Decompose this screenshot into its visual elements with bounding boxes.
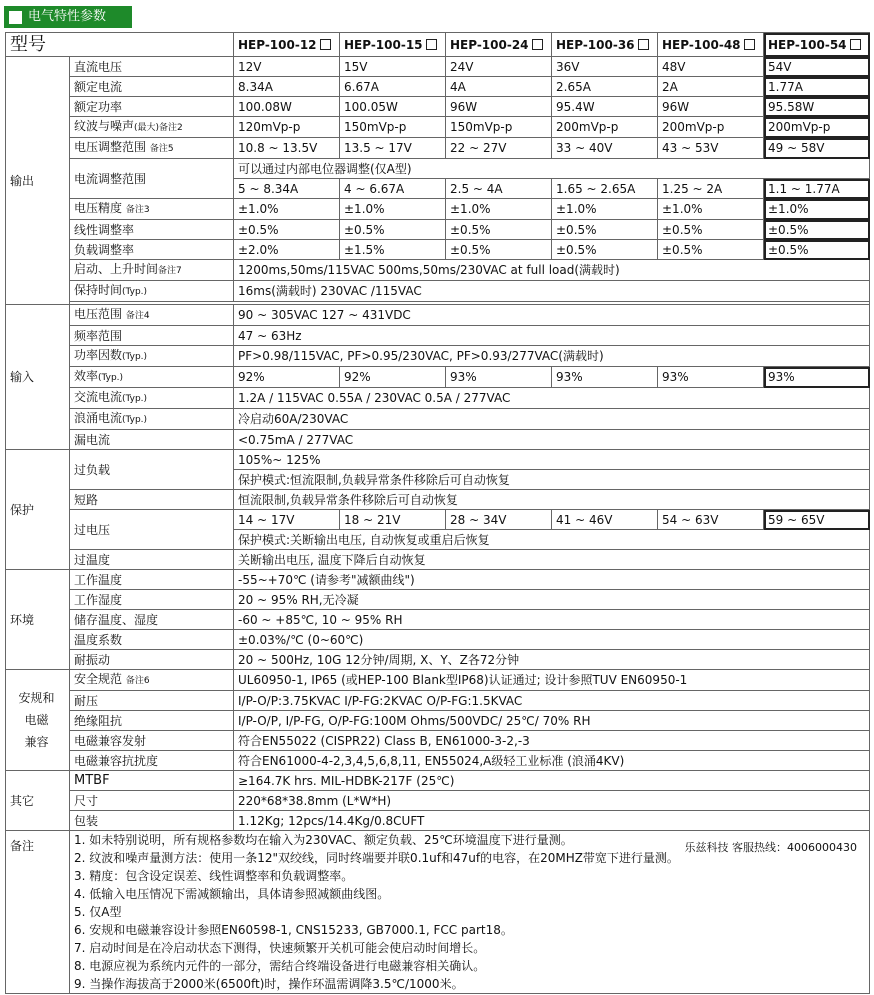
- label: 储存温度、湿度: [70, 610, 234, 630]
- row-inrush: [6, 409, 870, 430]
- label: 功率因数(Typ.): [70, 346, 234, 367]
- label: 过负载: [70, 450, 234, 490]
- cell: 100.08W: [234, 97, 340, 117]
- cell: 20 ~ 95% RH,无冷凝: [234, 590, 870, 610]
- row-power-factor: [6, 346, 870, 367]
- cell: ±1.0%: [764, 199, 870, 220]
- label: 短路: [70, 490, 234, 510]
- cell: 93%: [552, 367, 658, 388]
- cell: 2.5 ~ 4A: [446, 179, 552, 199]
- section-title: 电气特性参数: [28, 9, 107, 24]
- label: 过电压: [70, 510, 234, 550]
- row-voltage-tol: [6, 199, 870, 220]
- note-line: 3. 精度：包含设定误差、线性调整率和负载调整率。: [74, 869, 354, 883]
- cell: ±1.0%: [446, 199, 552, 220]
- cell: 24V: [446, 57, 552, 77]
- label: 额定电流: [70, 77, 234, 97]
- label: 效率(Typ.): [70, 367, 234, 388]
- row-mtbf: [6, 771, 870, 791]
- cell: ±2.0%: [234, 240, 340, 260]
- cell: 可以通过内部电位器调整(仅A型): [234, 159, 870, 179]
- cell: 16ms(满载时) 230VAC /115VAC: [234, 281, 870, 302]
- cell: ±0.5%: [552, 220, 658, 240]
- cell: 1.65 ~ 2.65A: [552, 179, 658, 199]
- cell: 8.34A: [234, 77, 340, 97]
- row-overload-value: [6, 450, 870, 470]
- category-safety: 安规和 电磁 兼容: [6, 670, 70, 771]
- category-input: 输入: [6, 305, 70, 450]
- cell: 92%: [340, 367, 446, 388]
- checkbox-icon[interactable]: [638, 39, 649, 50]
- model-5: HEP-100-54: [764, 33, 870, 57]
- checkbox-icon[interactable]: [744, 39, 755, 50]
- cell: 95.58W: [764, 97, 870, 117]
- cell: ±0.5%: [446, 240, 552, 260]
- cell: ±1.0%: [658, 199, 764, 220]
- label: 浪涌电流(Typ.): [70, 409, 234, 430]
- label: 电压范围 备注4: [70, 305, 234, 326]
- row-vibration: [6, 650, 870, 670]
- cell: 13.5 ~ 17V: [340, 138, 446, 159]
- label: 电磁兼容抗扰度: [70, 751, 234, 771]
- label: 保持时间(Typ.): [70, 281, 234, 302]
- cell: 93%: [658, 367, 764, 388]
- label: 电压调整范围 备注5: [70, 138, 234, 159]
- cell: 14 ~ 17V: [234, 510, 340, 530]
- label: 漏电流: [70, 430, 234, 450]
- model-4: HEP-100-48: [658, 33, 764, 57]
- cell: 保护模式:恒流限制,负载异常条件移除后可自动恢复: [234, 470, 870, 490]
- label: 频率范围: [70, 326, 234, 346]
- model-row: [6, 33, 870, 57]
- row-storage: [6, 610, 870, 630]
- label: 电流调整范围: [70, 159, 234, 199]
- cell: 90 ~ 305VAC 127 ~ 431VDC: [234, 305, 870, 326]
- cell: 保护模式:关断输出电压, 自动恢复或重启后恢复: [234, 530, 870, 550]
- row-voltage-adj: [6, 138, 870, 159]
- row-working-humidity: [6, 590, 870, 610]
- cell: ±0.5%: [764, 240, 870, 260]
- cell: 5 ~ 8.34A: [234, 179, 340, 199]
- cell: 43 ~ 53V: [658, 138, 764, 159]
- spec-table: [5, 32, 870, 994]
- cell: 95.4W: [552, 97, 658, 117]
- row-voltage-range: [6, 305, 870, 326]
- row-packing: [6, 811, 870, 831]
- label: 直流电压: [70, 57, 234, 77]
- cell: 92%: [234, 367, 340, 388]
- row-safety-standards: [6, 670, 870, 691]
- cell: 15V: [340, 57, 446, 77]
- cell: ±0.5%: [446, 220, 552, 240]
- cell: 150mVp-p: [446, 117, 552, 138]
- cell: 54V: [764, 57, 870, 77]
- checkbox-icon[interactable]: [320, 39, 331, 50]
- note-line: 6. 安规和电磁兼容设计参照EN60598-1, CNS15233, GB7000.1, FCC part18。: [74, 923, 513, 937]
- cell: 105%~ 125%: [234, 450, 870, 470]
- label: 过温度: [70, 550, 234, 570]
- cell: -55~+70℃ (请参考"减额曲线"): [234, 570, 870, 590]
- cell: 冷启动60A/230VAC: [234, 409, 870, 430]
- cell: 48V: [658, 57, 764, 77]
- cell: 200mVp-p: [552, 117, 658, 138]
- row-ripple: [6, 117, 870, 138]
- cell: UL60950-1, IP65 (或HEP-100 Blank型IP68)认证通过; 设计参照TUV EN60950-1: [234, 670, 870, 691]
- cell: ±0.5%: [764, 220, 870, 240]
- category-environment: 环境: [6, 570, 70, 670]
- model-1: HEP-100-15: [340, 33, 446, 57]
- label: 电磁兼容发射: [70, 731, 234, 751]
- cell: 200mVp-p: [658, 117, 764, 138]
- row-current-adj-note: [6, 159, 870, 179]
- category-protection: 保护: [6, 450, 70, 570]
- cell: <0.75mA / 277VAC: [234, 430, 870, 450]
- label: 工作湿度: [70, 590, 234, 610]
- cell: 93%: [764, 367, 870, 388]
- label: 交流电流(Typ.): [70, 388, 234, 409]
- label: 启动、上升时间备注7: [70, 260, 234, 281]
- label: MTBF: [70, 771, 234, 791]
- label: 纹波与噪声(最大)备注2: [70, 117, 234, 138]
- row-ac-current: [6, 388, 870, 409]
- label: 温度系数: [70, 630, 234, 650]
- label: 包装: [70, 811, 234, 831]
- row-dimension: [6, 791, 870, 811]
- row-working-temp: [6, 570, 870, 590]
- cell: I/P-O/P:3.75KVAC I/P-FG:2KVAC O/P-FG:1.5KVAC: [234, 691, 870, 711]
- row-line-reg: [6, 220, 870, 240]
- cell: 54 ~ 63V: [658, 510, 764, 530]
- checkbox-icon[interactable]: [532, 39, 543, 50]
- row-dc-voltage: [6, 57, 870, 77]
- row-setup-time: [6, 260, 870, 281]
- row-load-reg: [6, 240, 870, 260]
- row-emc-immunity: [6, 751, 870, 771]
- cell: 符合EN55022 (CISPR22) Class B, EN61000-3-2,-3: [234, 731, 870, 751]
- cell: I/P-O/P, I/P-FG, O/P-FG:100M Ohms/500VDC/ 25℃/ 70% RH: [234, 711, 870, 731]
- label: 尺寸: [70, 791, 234, 811]
- row-rated-power: [6, 97, 870, 117]
- cell: 200mVp-p: [764, 117, 870, 138]
- cell: 1.1 ~ 1.77A: [764, 179, 870, 199]
- checkbox-icon[interactable]: [426, 39, 437, 50]
- cell: 12V: [234, 57, 340, 77]
- cell: 2A: [658, 77, 764, 97]
- note-line: 2. 纹波和噪声量测方法：使用一条12"双绞线，同时终端要并联0.1uf和47uf的电容，在20MHZ带宽下进行量测。: [74, 851, 679, 865]
- cell: 1.77A: [764, 77, 870, 97]
- row-withstand: [6, 691, 870, 711]
- note-line: 7. 启动时间是在冷启动状态下测得，快速频繁开关机可能会使启动时间增长。: [74, 941, 486, 955]
- cell: 1.2A / 115VAC 0.55A / 230VAC 0.5A / 277VAC: [234, 388, 870, 409]
- model-3: HEP-100-36: [552, 33, 658, 57]
- cell: ±1.0%: [234, 199, 340, 220]
- cell: 关断输出电压, 温度下降后自动恢复: [234, 550, 870, 570]
- cell: ±0.5%: [552, 240, 658, 260]
- row-freq-range: [6, 326, 870, 346]
- cell: 150mVp-p: [340, 117, 446, 138]
- row-isolation: [6, 711, 870, 731]
- label: 额定功率: [70, 97, 234, 117]
- cell: 120mVp-p: [234, 117, 340, 138]
- checkbox-icon: [9, 11, 22, 24]
- model-label: 型号: [6, 33, 234, 57]
- cell: -60 ~ +85℃, 10 ~ 95% RH: [234, 610, 870, 630]
- cell: 1.25 ~ 2A: [658, 179, 764, 199]
- section-header: [4, 6, 132, 28]
- row-efficiency: [6, 367, 870, 388]
- label: 电压精度 备注3: [70, 199, 234, 220]
- row-overtemp: [6, 550, 870, 570]
- label: 耐压: [70, 691, 234, 711]
- cell: 恒流限制,负载异常条件移除后可自动恢复: [234, 490, 870, 510]
- row-temp-coeff: [6, 630, 870, 650]
- cell: ±1.5%: [340, 240, 446, 260]
- cell: 93%: [446, 367, 552, 388]
- model-2: HEP-100-24: [446, 33, 552, 57]
- category-output: 输出: [6, 57, 70, 305]
- cell: 4 ~ 6.67A: [340, 179, 446, 199]
- label: 工作温度: [70, 570, 234, 590]
- cell: 6.67A: [340, 77, 446, 97]
- note-line: 8. 电源应视为系统内元件的一部分，需结合终端设备进行电磁兼容相关确认。: [74, 959, 486, 973]
- model-0: HEP-100-12: [234, 33, 340, 57]
- row-notes: [6, 831, 870, 994]
- cell: 1.12Kg; 12pcs/14.4Kg/0.8CUFT: [234, 811, 870, 831]
- cell: ±0.5%: [658, 240, 764, 260]
- category-notes: 备注: [6, 831, 70, 994]
- cell: 28 ~ 34V: [446, 510, 552, 530]
- cell: ±1.0%: [340, 199, 446, 220]
- cell: 1200ms,50ms/115VAC 500ms,50ms/230VAC at full load(满载时): [234, 260, 870, 281]
- label: 耐振动: [70, 650, 234, 670]
- cell: 59 ~ 65V: [764, 510, 870, 530]
- cell: 96W: [446, 97, 552, 117]
- cell: 4A: [446, 77, 552, 97]
- label: 安全规范 备注6: [70, 670, 234, 691]
- category-others: 其它: [6, 771, 70, 831]
- cell: 47 ~ 63Hz: [234, 326, 870, 346]
- row-hold-time: [6, 281, 870, 302]
- cell: 41 ~ 46V: [552, 510, 658, 530]
- label: 线性调整率: [70, 220, 234, 240]
- row-leakage: [6, 430, 870, 450]
- row-rated-current: [6, 77, 870, 97]
- cell: 2.65A: [552, 77, 658, 97]
- notes-cell: [70, 831, 870, 994]
- cell: ±1.0%: [552, 199, 658, 220]
- cell: 18 ~ 21V: [340, 510, 446, 530]
- cell: 33 ~ 40V: [552, 138, 658, 159]
- row-emc-emission: [6, 731, 870, 751]
- row-overvoltage: [6, 510, 870, 530]
- note-line: 9. 当操作海拔高于2000米(6500ft)时，操作环温需调降3.5℃/1000米。: [74, 977, 464, 991]
- cell: PF>0.98/115VAC, PF>0.95/230VAC, PF>0.93/277VAC(满载时): [234, 346, 870, 367]
- row-short: [6, 490, 870, 510]
- service-hotline: 乐兹科技 客服热线：4006000430: [684, 841, 857, 854]
- cell: ±0.5%: [234, 220, 340, 240]
- cell: 36V: [552, 57, 658, 77]
- cell: ±0.5%: [658, 220, 764, 240]
- cell: 49 ~ 58V: [764, 138, 870, 159]
- cell: 22 ~ 27V: [446, 138, 552, 159]
- cell: ±0.03%/℃ (0~60℃): [234, 630, 870, 650]
- note-line: 4. 低输入电压情况下需减额输出，具体请参照减额曲线图。: [74, 887, 390, 901]
- label: 绝缘阻抗: [70, 711, 234, 731]
- cell: 100.05W: [340, 97, 446, 117]
- cell: 20 ~ 500Hz, 10G 12分钟/周期, X、Y、Z各72分钟: [234, 650, 870, 670]
- cell: 符合EN61000-4-2,3,4,5,6,8,11, EN55024,A级轻工业标准 (浪涌4KV): [234, 751, 870, 771]
- cell: 10.8 ~ 13.5V: [234, 138, 340, 159]
- checkbox-icon[interactable]: [850, 39, 861, 50]
- label: 负载调整率: [70, 240, 234, 260]
- cell: ±0.5%: [340, 220, 446, 240]
- cell: ≥164.7K hrs. MIL-HDBK-217F (25℃): [234, 771, 870, 791]
- note-line: 1. 如未特别说明，所有规格参数均在输入为230VAC、额定负载、25℃环境温度下进行量测。: [74, 833, 573, 847]
- cell: 96W: [658, 97, 764, 117]
- note-line: 5. 仅A型: [74, 905, 122, 919]
- cell: 220*68*38.8mm (L*W*H): [234, 791, 870, 811]
